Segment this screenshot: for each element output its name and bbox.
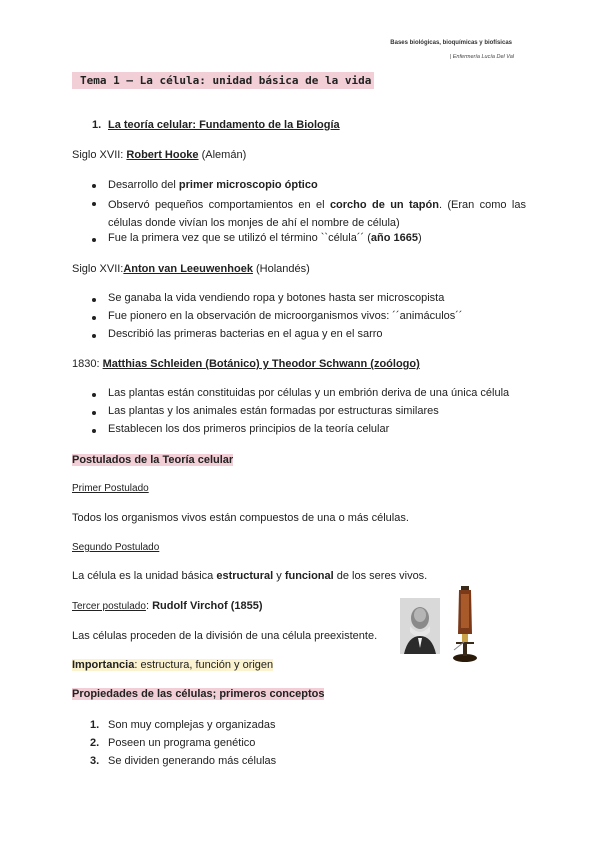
- hooke-b3-post: ): [417, 232, 422, 244]
- propiedades-heading: Propiedades de las células; primeros conceptos: [72, 688, 325, 700]
- section-heading: La teoría celular: Fundamento de la Biología: [108, 119, 340, 131]
- p2-mid: y: [273, 570, 285, 582]
- p3-colon: :: [145, 600, 153, 612]
- hooke-b2-post: . (Eran como las células donde vivían los monjes de ahí el nombre de célula): [108, 199, 526, 229]
- hooke-b3-bold: año 1665: [370, 232, 418, 244]
- schleiden-prefix: 1830:: [72, 358, 103, 370]
- importancia-text: : estructura, función y origen: [134, 659, 274, 671]
- author-header: | Enfermería Lucía Del Val: [449, 54, 514, 60]
- bullet-icon: [92, 184, 96, 188]
- hooke-b1-bold: primer microscopio óptico: [178, 179, 318, 191]
- bullet-icon: [92, 429, 96, 433]
- page-title: Tema 1 – La célula: unidad básica de la vida: [72, 72, 374, 89]
- bullet-icon: [92, 202, 96, 206]
- leeuwenhoek-line: [72, 263, 310, 275]
- virchow-portrait-image: [400, 598, 440, 654]
- hooke-name: Robert Hooke: [126, 149, 199, 161]
- microscope-image: [450, 584, 480, 664]
- bullet-icon: [92, 393, 96, 397]
- p2-estructural: estructural: [216, 570, 274, 582]
- schleiden-line: [72, 358, 420, 370]
- importancia-line: [72, 659, 273, 671]
- hooke-bullet-2: [108, 196, 526, 232]
- virchof-name: Rudolf Virchof (1855): [152, 600, 263, 612]
- p2-funcional: funcional: [284, 570, 334, 582]
- bullet-icon: [92, 298, 96, 302]
- hooke-prefix: Siglo XVII:: [72, 149, 127, 161]
- propiedad-number: 1.: [90, 719, 100, 731]
- tercer-postulado-text: Las células proceden de la división de una célula preexistente.: [72, 630, 378, 642]
- p2-pre: La célula es la unidad básica: [72, 570, 217, 582]
- hooke-bullet-3: [108, 232, 422, 244]
- hooke-line: [72, 149, 246, 161]
- schleiden-name: Matthias Schleiden (Botánico) y Theodor Schwann (zoólogo): [102, 358, 420, 370]
- bullet-icon: [92, 238, 96, 242]
- bullet-icon: [92, 334, 96, 338]
- hooke-b3-text: Fue la primera vez que se utilizó el término ``célula´´ (: [108, 232, 371, 244]
- leeuwenhoek-name: Anton van Leeuwenhoek: [123, 263, 253, 275]
- segundo-postulado-text: [72, 570, 427, 582]
- hooke-b2-text: Observó pequeños comportamientos en el: [108, 199, 330, 211]
- schleiden-bullet-2: Las plantas y los animales están formadas por estructuras similares: [108, 405, 439, 417]
- hooke-b2-bold: corcho de un tapón: [329, 199, 439, 211]
- course-header: Bases biológicas, bioquímicas y biofísicas: [390, 40, 512, 46]
- hooke-bullet-1: [108, 179, 318, 191]
- leeuwenhoek-bullet-2: Fue pionero en la observación de microorganismos vivos: ´´animáculos´´: [108, 310, 463, 322]
- hooke-b1-text: Desarrollo del: [108, 179, 179, 191]
- tercer-postulado-line: [72, 600, 263, 612]
- hooke-suffix: (Alemán): [198, 149, 247, 161]
- primer-postulado-text: Todos los organismos vivos están compuestos de una o más células.: [72, 512, 409, 524]
- primer-postulado-label: Primer Postulado: [72, 483, 149, 494]
- section-number: 1.: [92, 119, 102, 131]
- bullet-icon: [92, 316, 96, 320]
- schleiden-bullet-3: Establecen los dos primeros principios de la teoría celular: [108, 423, 390, 435]
- leeuwenhoek-suffix: (Holandés): [252, 263, 310, 275]
- segundo-postulado-label: Segundo Postulado: [72, 542, 160, 553]
- postulados-heading: Postulados de la Teoría celular: [72, 454, 234, 466]
- propiedad-item: Poseen un programa genético: [108, 737, 256, 749]
- bullet-icon: [92, 411, 96, 415]
- schleiden-bullet-1: Las plantas están constituidas por células y un embrión deriva de una única célula: [108, 387, 510, 399]
- propiedad-number: 2.: [90, 737, 100, 749]
- propiedad-item: Se dividen generando más células: [108, 755, 277, 767]
- importancia-label: Importancia: [72, 659, 135, 671]
- propiedad-item: Son muy complejas y organizadas: [108, 719, 276, 731]
- leeuwenhoek-bullet-1: Se ganaba la vida vendiendo ropa y botones hasta ser microscopista: [108, 292, 445, 304]
- leeuwenhoek-bullet-3: Describió las primeras bacterias en el agua y en el sarro: [108, 328, 383, 340]
- tercer-postulado-label: Tercer postulado: [72, 601, 146, 612]
- propiedad-number: 3.: [90, 755, 100, 767]
- leeuwenhoek-prefix: Siglo XVII:: [72, 263, 124, 275]
- p2-post: de los seres vivos.: [333, 570, 428, 582]
